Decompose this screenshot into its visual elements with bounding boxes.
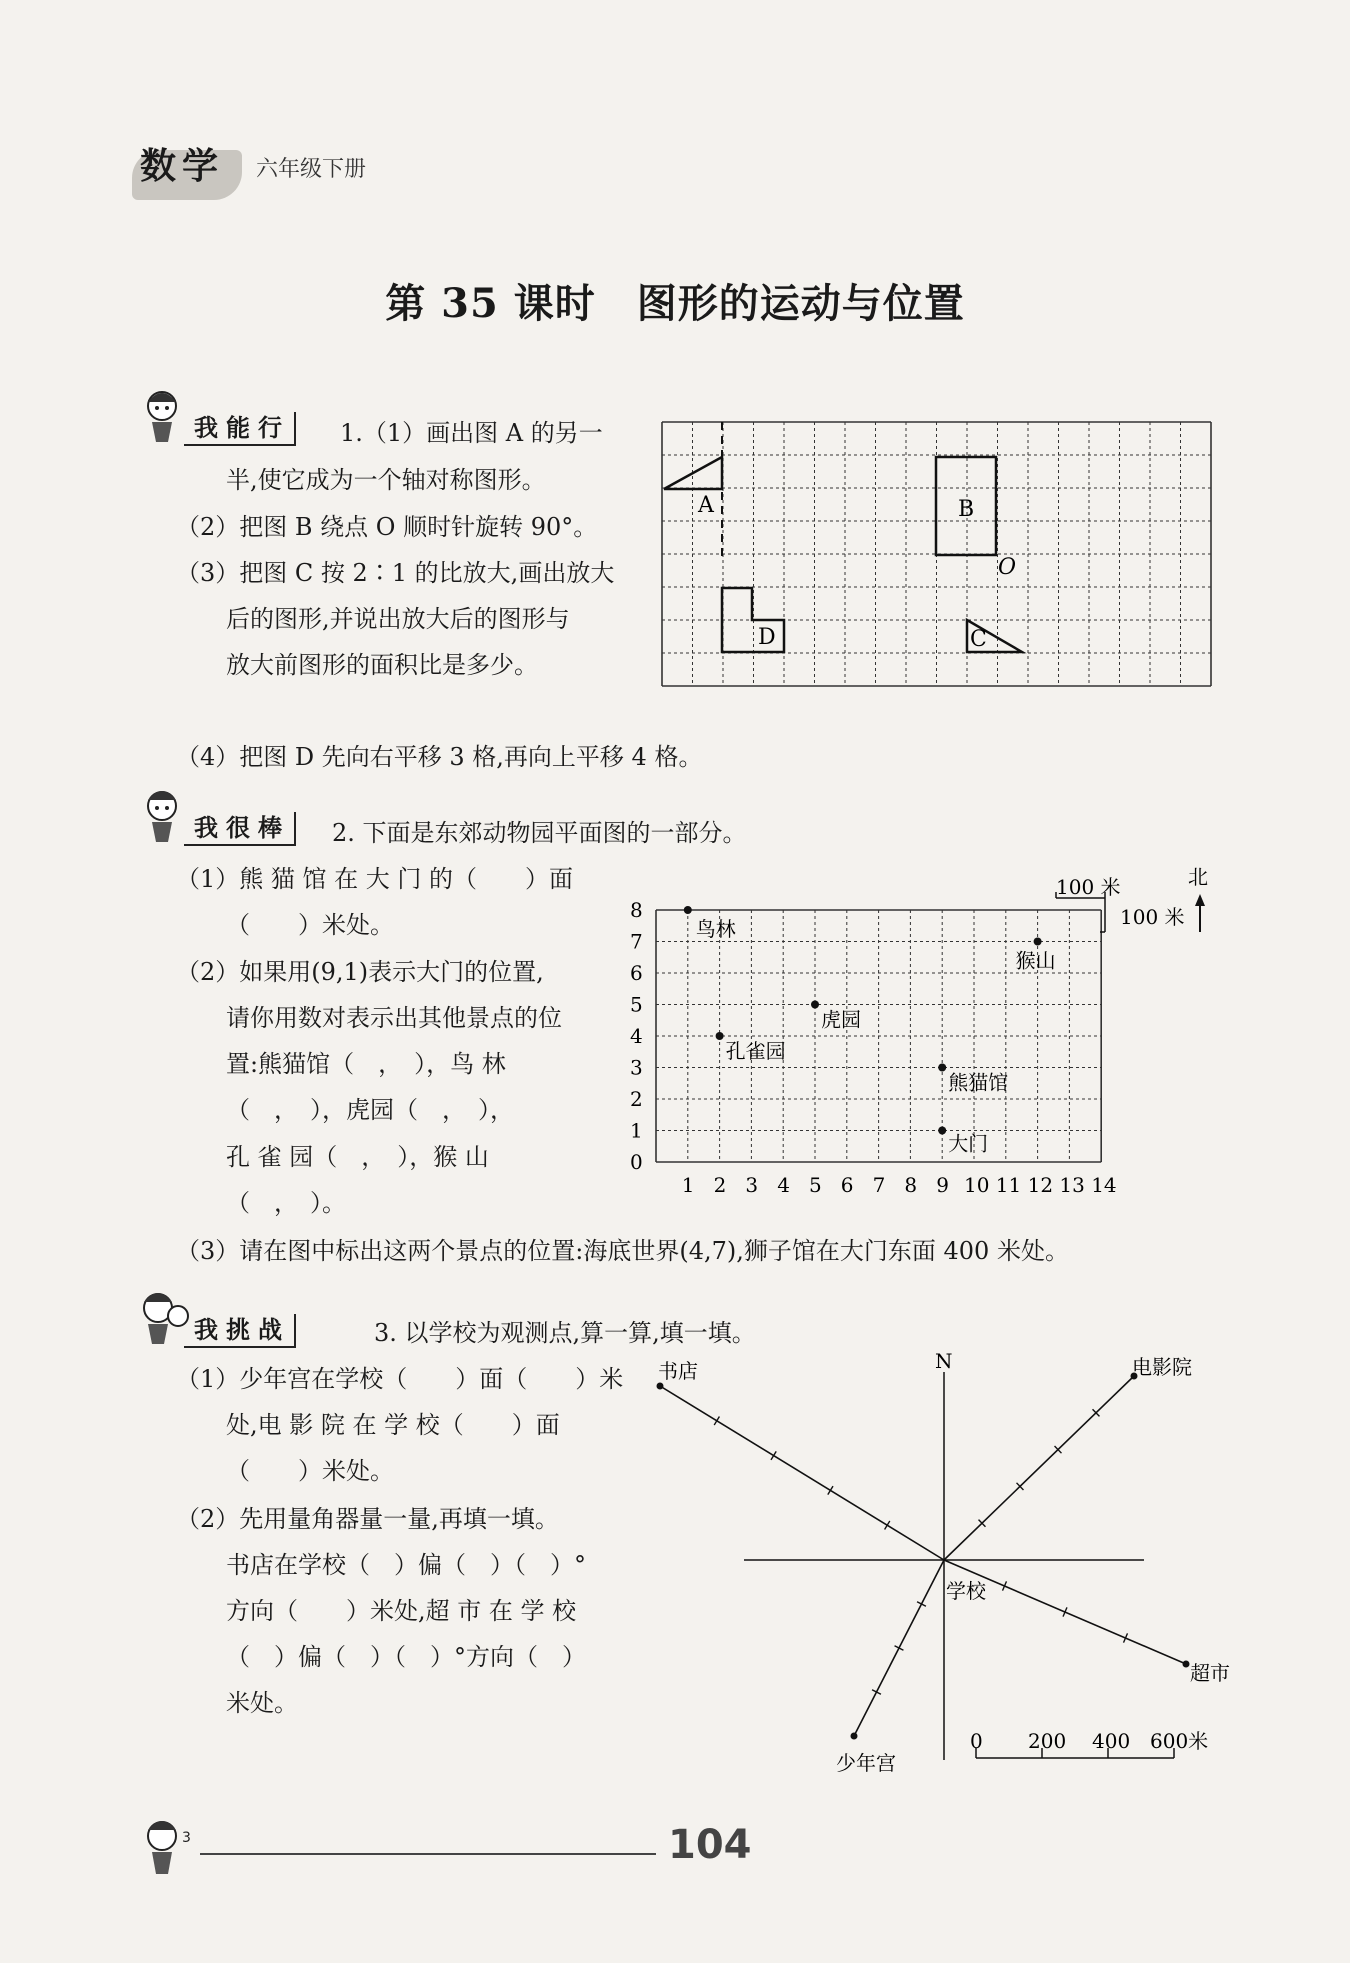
place-label: 大门 xyxy=(948,1131,989,1156)
place-youth-palace: 少年宫 xyxy=(836,1751,896,1775)
place-dot xyxy=(811,1001,819,1009)
q3-rays xyxy=(657,1373,1190,1740)
q2-zoo-map xyxy=(620,862,1220,1202)
label-c: C xyxy=(970,627,987,652)
label-d: D xyxy=(758,625,776,650)
place-label: 虎园 xyxy=(821,1007,861,1032)
q3-compass-diagram xyxy=(650,1349,1230,1780)
y-tick-label: 6 xyxy=(630,961,643,985)
ray-cinema xyxy=(944,1376,1134,1560)
place-cinema: 电影院 xyxy=(1132,1355,1192,1379)
mascot-icon xyxy=(140,388,186,446)
mascot-icon xyxy=(140,1290,186,1348)
x-tick-label: 10 xyxy=(964,1173,990,1197)
q2-line-8: 孔 雀 园（ ， ），猴 山 xyxy=(226,1143,489,1171)
q2-line-4: （2）如果用(9,1)表示大门的位置, xyxy=(176,958,544,986)
y-tick-label: 8 xyxy=(630,898,643,922)
y-tick-label: 5 xyxy=(630,992,643,1017)
q3-line-8: （ ）偏（ ）（ ）°方向（ ） xyxy=(226,1643,586,1671)
x-tick-label: 6 xyxy=(840,1173,854,1197)
x-tick-label: 9 xyxy=(936,1173,949,1197)
scale-label-0: 0 xyxy=(970,1729,983,1753)
scale-label-600: 600米 xyxy=(1150,1729,1209,1753)
x-tick-label: 11 xyxy=(995,1173,1022,1197)
ray-endpoint xyxy=(1183,1661,1190,1668)
place-dot xyxy=(1034,938,1042,946)
place-label: 鸟林 xyxy=(695,917,736,941)
place-dot xyxy=(938,1127,946,1135)
q2-line-5: 请你用数对表示出其他景点的位 xyxy=(226,1004,562,1032)
q3-line-2: （1）少年宫在学校（ ）面（ ）米 xyxy=(176,1365,624,1393)
y-tick-label: 0 xyxy=(630,1150,643,1174)
mascot-icon xyxy=(140,788,186,846)
q3-line-3: 处,电 影 院 在 学 校（ ）面 xyxy=(226,1411,560,1439)
ray-tick xyxy=(885,1521,890,1530)
badge-3-label: 我挑战 xyxy=(184,1314,296,1348)
x-tick-label: 2 xyxy=(713,1173,727,1197)
q3-line-9: 米处。 xyxy=(226,1689,298,1717)
ray-bookstore xyxy=(660,1386,944,1560)
y-tick-label: 3 xyxy=(630,1055,643,1080)
place-label: 熊猫馆 xyxy=(948,1070,1009,1095)
ray-tick xyxy=(714,1417,719,1426)
q1-line-5: 后的图形,并说出放大后的图形与 xyxy=(226,605,570,633)
north-arrowhead-icon xyxy=(1195,894,1205,906)
place-bookstore: 书店 xyxy=(658,1359,698,1383)
place-dot xyxy=(716,1032,724,1040)
q2-tick-labels xyxy=(630,898,1117,1197)
svg-text:3: 3 xyxy=(182,1830,191,1846)
label-a: A xyxy=(698,493,714,518)
compass-north-label: N xyxy=(935,1349,953,1373)
q2-line-9: （ ， ）。 xyxy=(226,1189,346,1217)
badge-2-label: 我很棒 xyxy=(184,812,296,846)
x-tick-label: 1 xyxy=(681,1173,695,1197)
x-tick-label: 3 xyxy=(745,1173,759,1197)
school-label: 学校 xyxy=(946,1579,986,1603)
scale-label-200: 200 xyxy=(1028,1729,1067,1753)
label-b: B xyxy=(958,497,975,522)
q1-line-2: 半,使它成为一个轴对称图形。 xyxy=(226,466,546,494)
header-subject: 数学 xyxy=(140,146,225,187)
q2-line-2: （1）熊 猫 馆 在 大 门 的（ ）面 xyxy=(176,865,574,893)
x-tick-label: 4 xyxy=(777,1173,790,1197)
x-tick-label: 5 xyxy=(809,1173,822,1197)
place-label: 孔雀园 xyxy=(725,1039,786,1063)
q2-line-10: （3）请在图中标出这两个景点的位置:海底世界(4,7),狮子馆在大门东面 400 米处。 xyxy=(176,1237,1069,1265)
ray-endpoint xyxy=(851,1733,858,1740)
scale-vertical: 100 米 xyxy=(1120,905,1185,929)
y-tick-label: 4 xyxy=(630,1024,643,1048)
ray-tick xyxy=(828,1486,833,1495)
q1-line-1: 1.（1）画出图 A 的另一 xyxy=(340,419,603,447)
ray-tick xyxy=(771,1451,776,1460)
north-label: 北 xyxy=(1188,865,1208,889)
q1-line-4: （3）把图 C 按 2∶1 的比放大,画出放大 xyxy=(176,559,615,587)
q2-line-7: （ ， ），虎园（ ， ）， xyxy=(226,1096,514,1124)
q2-line-3: （ ）米处。 xyxy=(226,911,394,939)
q1-line-7: （4）把图 D 先向右平移 3 格,再向上平移 4 格。 xyxy=(176,743,703,771)
y-tick-label: 1 xyxy=(630,1118,643,1143)
x-tick-label: 12 xyxy=(1027,1173,1054,1197)
x-tick-label: 13 xyxy=(1059,1173,1085,1197)
scale-label-400: 400 xyxy=(1092,1729,1131,1753)
place-label: 猴山 xyxy=(1015,948,1056,973)
q3-line-1: 3. 以学校为观测点,算一算,填一填。 xyxy=(374,1319,756,1347)
place-dot xyxy=(684,906,692,914)
q1-line-6: 放大前图形的面积比是多少。 xyxy=(226,651,538,679)
q2-places xyxy=(684,906,1056,1156)
y-tick-label: 7 xyxy=(630,929,643,954)
q3-line-6: 书店在学校（ ）偏（ ）（ ）° xyxy=(226,1551,586,1579)
q2-line-6: 置:熊猫馆（ ， ），鸟 林 xyxy=(226,1050,506,1078)
footer-rule xyxy=(200,1853,656,1855)
footer-mascot-icon xyxy=(138,1818,198,1882)
x-tick-label: 14 xyxy=(1091,1173,1117,1197)
q1-line-3: （2）把图 B 绕点 O 顺时针旋转 90°。 xyxy=(176,513,598,541)
y-tick-label: 2 xyxy=(630,1087,643,1111)
q3-line-4: （ ）米处。 xyxy=(226,1457,394,1485)
ray-endpoint xyxy=(657,1383,664,1390)
header-grade: 六年级下册 xyxy=(256,157,367,182)
label-o: O xyxy=(998,555,1017,580)
x-tick-label: 7 xyxy=(872,1173,886,1197)
place-dot xyxy=(938,1064,946,1072)
page-title: 第 35 课时 图形的运动与位置 xyxy=(385,280,965,327)
q3-line-7: 方向（ ）米处,超 市 在 学 校 xyxy=(226,1597,577,1625)
page-number: 104 xyxy=(668,1822,752,1868)
scale-horizontal: 100 米 xyxy=(1056,875,1121,899)
q1-grid-figure xyxy=(662,422,1212,688)
q3-line-5: （2）先用量角器量一量,再填一填。 xyxy=(176,1505,559,1533)
badge-1-label: 我能行 xyxy=(184,412,296,446)
place-supermarket: 超市 xyxy=(1190,1661,1230,1685)
q2-line-1: 2. 下面是东郊动物园平面图的一部分。 xyxy=(332,819,747,847)
x-tick-label: 8 xyxy=(904,1173,918,1197)
